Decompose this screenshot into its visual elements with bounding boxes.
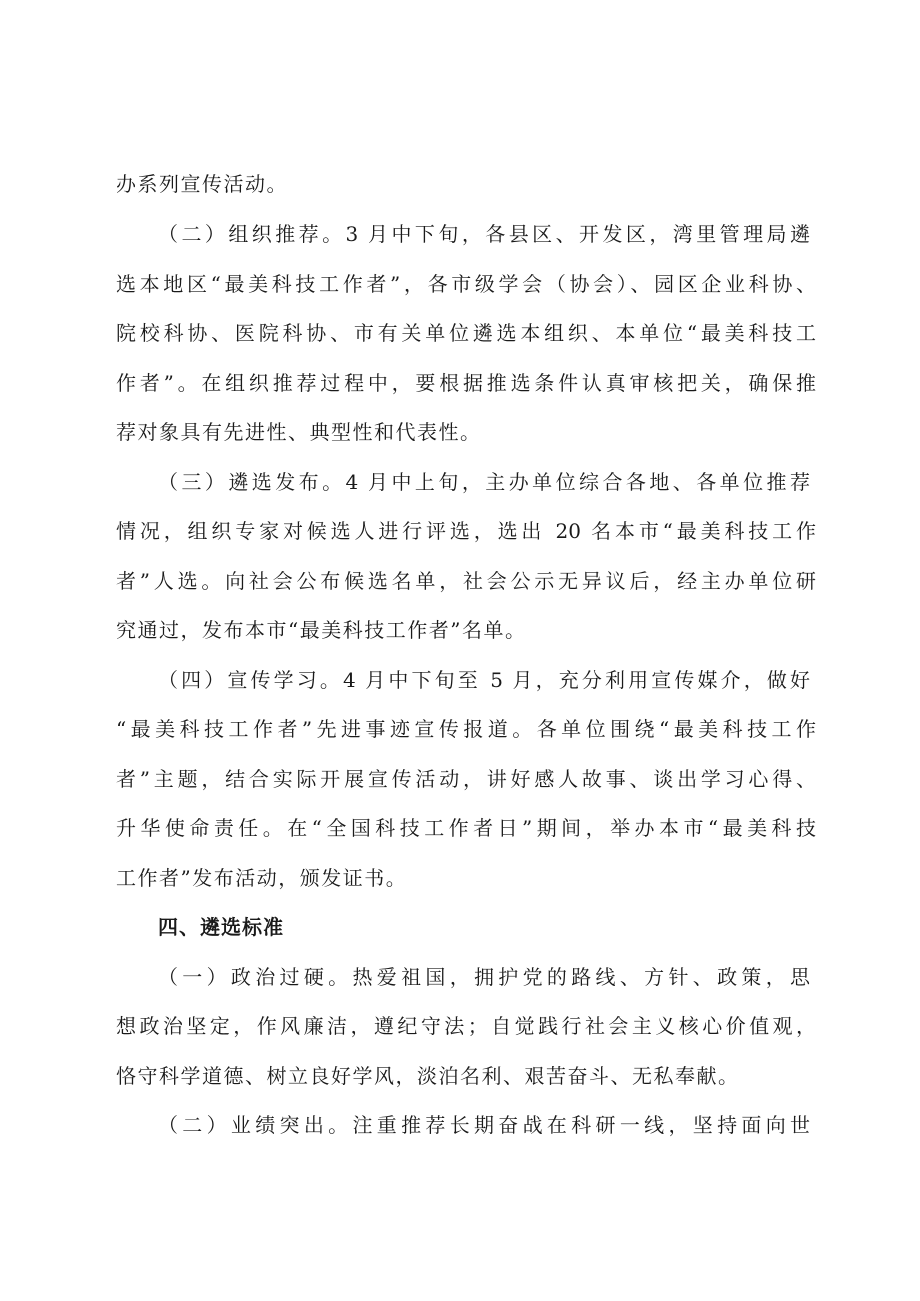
paragraph-line: （二）组织推荐。3 月中下旬，各县区、开发区，湾里管理局遴 xyxy=(158,222,810,246)
paragraph-line: （四）宣传学习。4 月中下旬至 5 月，充分利用宣传媒介，做好 xyxy=(158,668,810,692)
paragraph-line: 院校科协、医院科协、市有关单位遴选本组织、本单位“最美科技工 xyxy=(116,321,816,345)
paragraph-line: 办系列宣传活动。 xyxy=(116,172,288,196)
paragraph-line: 者”主题，结合实际开展宣传活动，讲好感人故事、谈出学习心得、 xyxy=(116,767,816,791)
paragraph-line: 升华使命责任。在“全国科技工作者日”期间，举办本市“最美科技 xyxy=(116,816,816,840)
paragraph-line: 选本地区“最美科技工作者”，各市级学会（协会）、园区企业科协、 xyxy=(116,272,816,296)
paragraph-line: 想政治坚定，作风廉洁，遵纪守法；自觉践行社会主义核心价值观， xyxy=(116,1014,816,1038)
paragraph-line: 荐对象具有先进性、典型性和代表性。 xyxy=(116,420,482,444)
paragraph-line: 恪守科学道德、树立良好学风，淡泊名利、艰苦奋斗、无私奉献。 xyxy=(116,1064,740,1088)
paragraph-line: “最美科技工作者”先进事迹宣传报道。各单位围绕“最美科技工作 xyxy=(116,717,816,741)
paragraph-line: 情况，组织专家对候选人进行评选，选出 20 名本市“最美科技工作 xyxy=(116,519,816,543)
paragraph-line: （二）业绩突出。注重推荐长期奋战在科研一线，坚持面向世 xyxy=(158,1113,810,1137)
paragraph-line: 作者”。在组织推荐过程中，要根据推选条件认真审核把关，确保推 xyxy=(116,371,816,395)
section-heading: 四、遴选标准 xyxy=(158,915,284,939)
paragraph-line: （三）遴选发布。4 月中上旬，主办单位综合各地、各单位推荐 xyxy=(158,470,810,494)
paragraph-line: 者”人选。向社会公布候选名单，社会公示无异议后，经主办单位研 xyxy=(116,569,816,593)
paragraph-line: 工作者”发布活动，颁发证书。 xyxy=(116,866,408,890)
paragraph-line: 究通过，发布本市“最美科技工作者”名单。 xyxy=(116,618,527,642)
paragraph-line: （一）政治过硬。热爱祖国，拥护党的路线、方针、政策，思 xyxy=(158,965,810,989)
